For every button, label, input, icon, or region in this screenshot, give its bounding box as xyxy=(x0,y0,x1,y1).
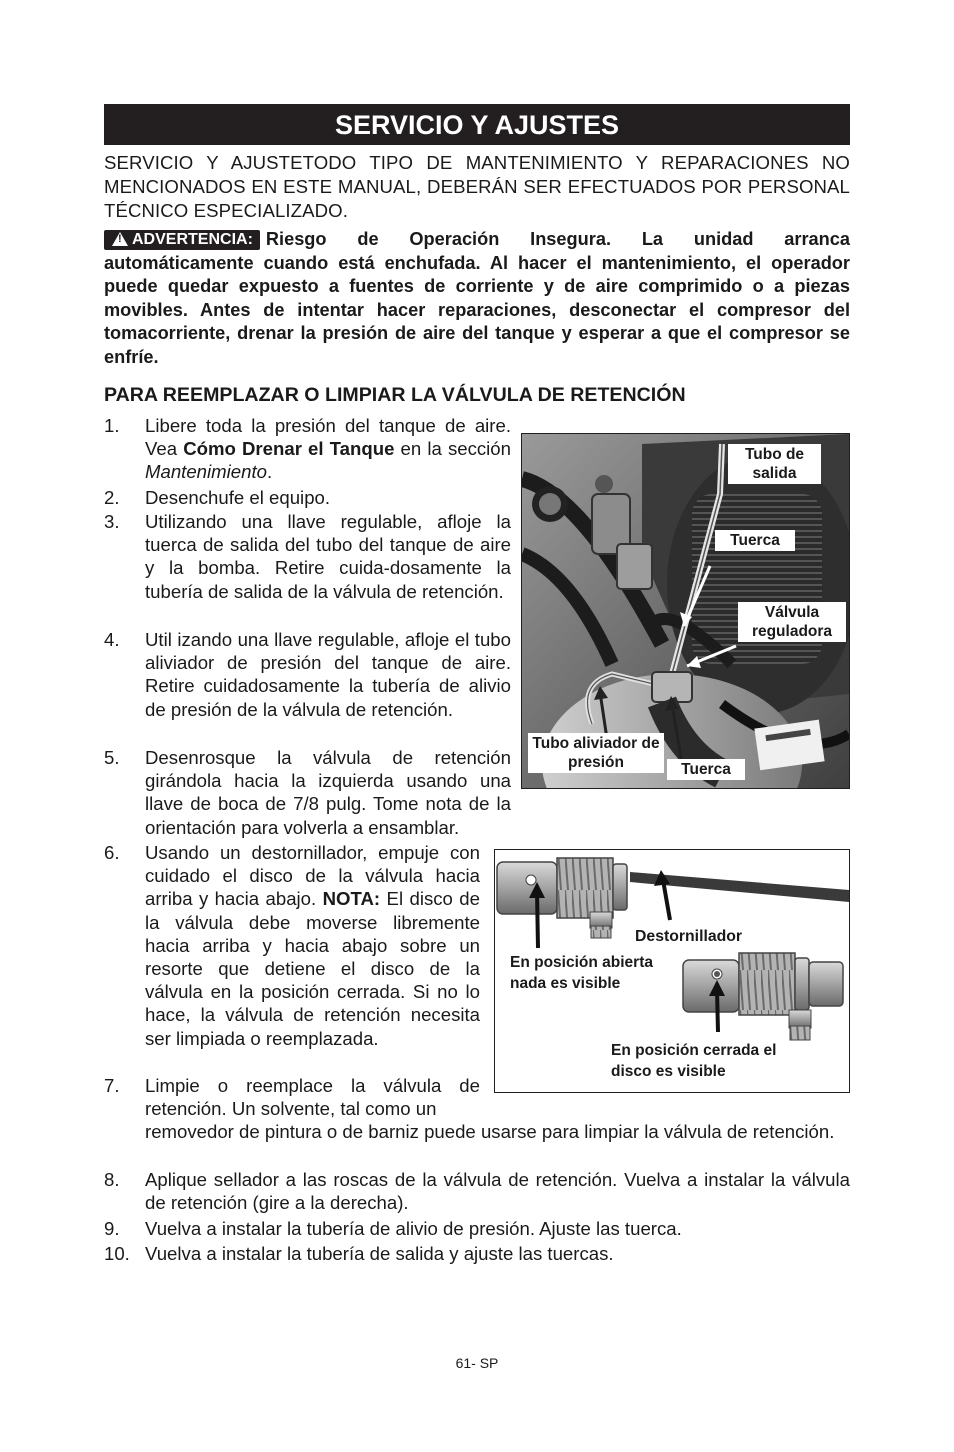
label-screwdriver: Destornillador xyxy=(635,928,743,945)
step-number: 1. xyxy=(104,415,120,436)
label-open-position: En posición abierta nada es visible xyxy=(510,954,653,992)
step-text: Vuelva a instalar la tubería de salida y ajuste las tuercas. xyxy=(145,1243,614,1264)
step-number: 3. xyxy=(104,511,120,532)
step-number: 4. xyxy=(104,629,120,650)
label-nut-top: Tuerca xyxy=(715,530,795,551)
step-text: Utilizando una llave regulable, afloje la tuerca de salida del tubo del tanque de aire y la bomba. Retire cuida-dosamente la tubería de salida de la válvula de retención. xyxy=(145,511,511,602)
step-text-part: . xyxy=(266,461,273,483)
step-number: 8. xyxy=(104,1169,120,1190)
step-text xyxy=(145,841,480,1050)
step-text-part: Limpie o reemplace la válvula de retención. Un solvente, tal como un xyxy=(145,1075,480,1120)
step-number: 2. xyxy=(104,487,120,508)
step-number: 10. xyxy=(104,1243,130,1264)
step-text-part: Usando un destornillador, empuje con cuidado el disco de la válvula hacia arriba y hacia abajo. xyxy=(145,842,480,910)
warning-text: Riesgo de Operación Insegura. La unidad arranca automáticamente cuando está enchufada. Al hacer el mantenimiento, el operador puede quedar expuesto a fuentes de corriente y de aire comprimido o a piezas movibles. Antes de intentar hacer reparaciones, desconectar el compresor del tomacorriente, drenar la presión de aire del tanque y esperar a que el compresor se enfríe. xyxy=(104,229,850,367)
step-number: 7. xyxy=(104,1075,120,1096)
step-text-part: en la sección xyxy=(394,438,511,460)
warning-badge xyxy=(104,230,260,250)
label-outlet-tube: Tubo de salida xyxy=(728,444,821,484)
step-text xyxy=(145,414,511,484)
section-title: SERVICIO Y AJUSTES xyxy=(104,104,850,145)
step-text: Aplique sellador a las roscas de la válvula de retención. Vuelva a instalar la válvula de retención (gire a la derecha). xyxy=(145,1169,850,1214)
step-text: Vuelva a instalar la tubería de alivio de presión. Ajuste las tuerca. xyxy=(145,1218,682,1239)
step-text-italic: Mantenimiento xyxy=(145,461,267,483)
step-text: Util izando una llave regulable, afloje el tubo aliviador de presión del tanque de aire. Retire cuidadosamente la tubería de alivio de presión de la válvula de retención. xyxy=(145,629,511,720)
intro-paragraph: SERVICIO Y AJUSTETODO TIPO DE MANTENIMIENTO Y REPARACIONES NO MENCIONADOS EN ESTE MANUAL, DEBERÁN SER EFECTUADOS POR PERSONAL TÉCNICO ESPECIALIZADO. xyxy=(104,152,850,221)
label-nut-bottom: Tuerca xyxy=(667,759,745,780)
step-text-part: El disco de la válvula debe moverse libremente hacia arriba y hacia abajo sobre un resorte que detiene el disco de la válvula en la posición cerrada. Si no lo hace, la válvula de retención necesita ser limpiada o reemplazada. xyxy=(145,888,480,1049)
warning-badge-label: ADVERTENCIA: xyxy=(132,231,253,248)
label-regulator-valve: Válvula reguladora xyxy=(738,602,846,642)
warning-block xyxy=(104,228,850,369)
label-relief-tube: Tubo aliviador de presión xyxy=(528,733,664,773)
step-number: 5. xyxy=(104,747,120,768)
label-closed-position: En posición cerrada el disco es visible xyxy=(611,1042,777,1080)
page-number: 61- SP xyxy=(455,1355,499,1371)
step-number: 9. xyxy=(104,1218,120,1239)
step-note-label: NOTA: xyxy=(322,888,381,910)
step-text: Desenrosque la válvula de retención girándola hacia la izquierda usando una llave de boca de 7/8 pulg. Tome nota de la orientación para volverla a ensamblar. xyxy=(145,747,511,838)
step-text-part: removedor de pintura o de barniz puede usarse para limpiar la válvula de retención. xyxy=(145,1121,835,1142)
step-link-bold: Cómo Drenar el Tanque xyxy=(183,438,395,460)
step-number: 6. xyxy=(104,842,120,863)
step-text: Desenchufe el equipo. xyxy=(145,487,331,508)
warning-triangle-icon xyxy=(112,232,128,246)
check-valve-figure xyxy=(494,849,850,1093)
compressor-photo-figure xyxy=(521,433,850,789)
subheading: PARA REEMPLAZAR O LIMPIAR LA VÁLVULA DE RETENCIÓN xyxy=(104,384,686,406)
step-text-part: Libere toda la presión del tanque de aire. Vea xyxy=(145,415,511,460)
